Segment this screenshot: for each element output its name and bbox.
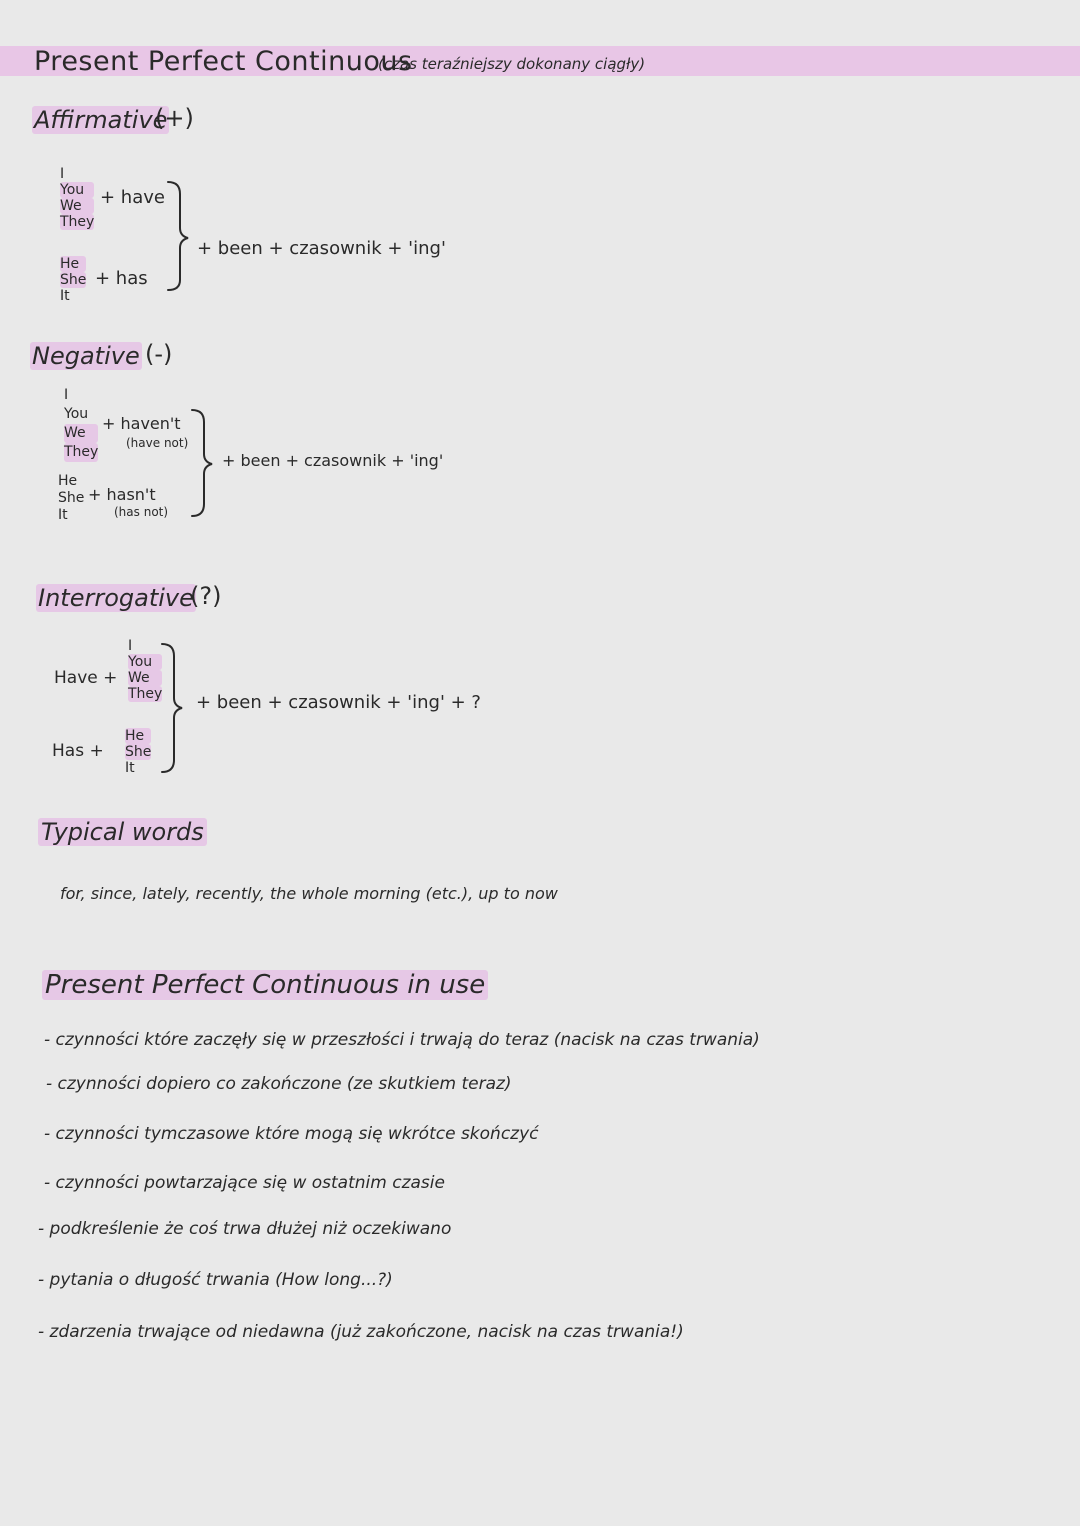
page-title: Present Perfect Continuous xyxy=(34,46,413,77)
usage-item: - zdarzenia trwające od niedawna (już zakończone, nacisk na czas trwania!) xyxy=(38,1322,684,1342)
negative-heading: Negative xyxy=(32,342,140,370)
pronoun: She xyxy=(125,744,152,760)
usage-item: - podkreślenie że coś trwa dłużej niż oczekiwano xyxy=(38,1219,452,1239)
page-subtitle: (czas teraźniejszy dokonany ciągły) xyxy=(378,55,646,73)
pronoun: They xyxy=(60,214,95,230)
negative-aux-havent: + haven't xyxy=(102,414,181,433)
usage-item: - czynności tymczasowe które mogą się wkrótce skończyć xyxy=(44,1124,539,1144)
affirmative-pronouns-1 xyxy=(60,166,94,230)
interrogative-pronouns-1 xyxy=(128,638,162,702)
interrogative-brace xyxy=(160,642,186,774)
pronoun: It xyxy=(58,507,68,523)
in-use-heading: Present Perfect Continuous in use xyxy=(42,970,488,1000)
pronoun: We xyxy=(128,670,162,686)
pronoun: He xyxy=(58,473,78,489)
affirmative-aux-have: + have xyxy=(100,187,165,208)
negative-pronouns-2 xyxy=(58,473,84,524)
negative-note-have-not: (have not) xyxy=(126,436,189,450)
affirmative-formula: + been + czasownik + 'ing' xyxy=(197,238,446,259)
negative-symbol: (-) xyxy=(145,340,173,368)
pronoun: You xyxy=(60,182,94,198)
pronoun: I xyxy=(128,638,133,654)
pronoun: She xyxy=(60,272,87,288)
negative-brace xyxy=(190,408,216,518)
affirmative-pronouns-2 xyxy=(60,256,86,304)
interrogative-formula: + been + czasownik + 'ing' + ? xyxy=(196,692,481,713)
pronoun: It xyxy=(60,288,70,304)
usage-item: - czynności dopiero co zakończone (ze skutkiem teraz) xyxy=(46,1074,512,1094)
pronoun: She xyxy=(58,490,85,506)
pronoun: They xyxy=(64,444,99,460)
pronoun: I xyxy=(64,387,69,403)
pronoun: He xyxy=(60,256,86,272)
interrogative-aux-have: Have + xyxy=(54,668,118,688)
affirmative-heading: Affirmative xyxy=(34,106,168,134)
affirmative-symbol: (+) xyxy=(155,104,194,132)
pronoun: We xyxy=(60,198,94,214)
pronoun: You xyxy=(128,654,162,670)
typical-words-heading: Typical words xyxy=(38,818,207,846)
pronoun: He xyxy=(125,728,151,744)
typical-words-list: for, since, lately, recently, the whole morning (etc.), up to now xyxy=(60,884,558,903)
pronoun: We xyxy=(64,424,98,443)
interrogative-symbol: (?) xyxy=(190,582,222,610)
affirmative-aux-has: + has xyxy=(95,268,148,289)
pronoun: I xyxy=(60,166,65,182)
negative-aux-hasnt: + hasn't xyxy=(88,485,156,504)
interrogative-aux-has: Has + xyxy=(52,741,104,761)
negative-note-has-not: (has not) xyxy=(114,505,169,519)
interrogative-pronouns-2 xyxy=(125,728,151,776)
usage-item: - pytania o długość trwania (How long...?) xyxy=(38,1270,393,1290)
usage-item: - czynności które zaczęły się w przeszłości i trwają do teraz (nacisk na czas trwania) xyxy=(44,1030,760,1050)
negative-pronouns-1 xyxy=(64,386,98,462)
pronoun: It xyxy=(125,760,135,776)
negative-formula: + been + czasownik + 'ing' xyxy=(222,451,444,470)
usage-item: - czynności powtarzające się w ostatnim czasie xyxy=(44,1173,445,1193)
pronoun: They xyxy=(128,686,163,702)
pronoun: You xyxy=(64,406,89,422)
affirmative-brace xyxy=(166,180,192,292)
interrogative-heading: Interrogative xyxy=(38,584,194,612)
